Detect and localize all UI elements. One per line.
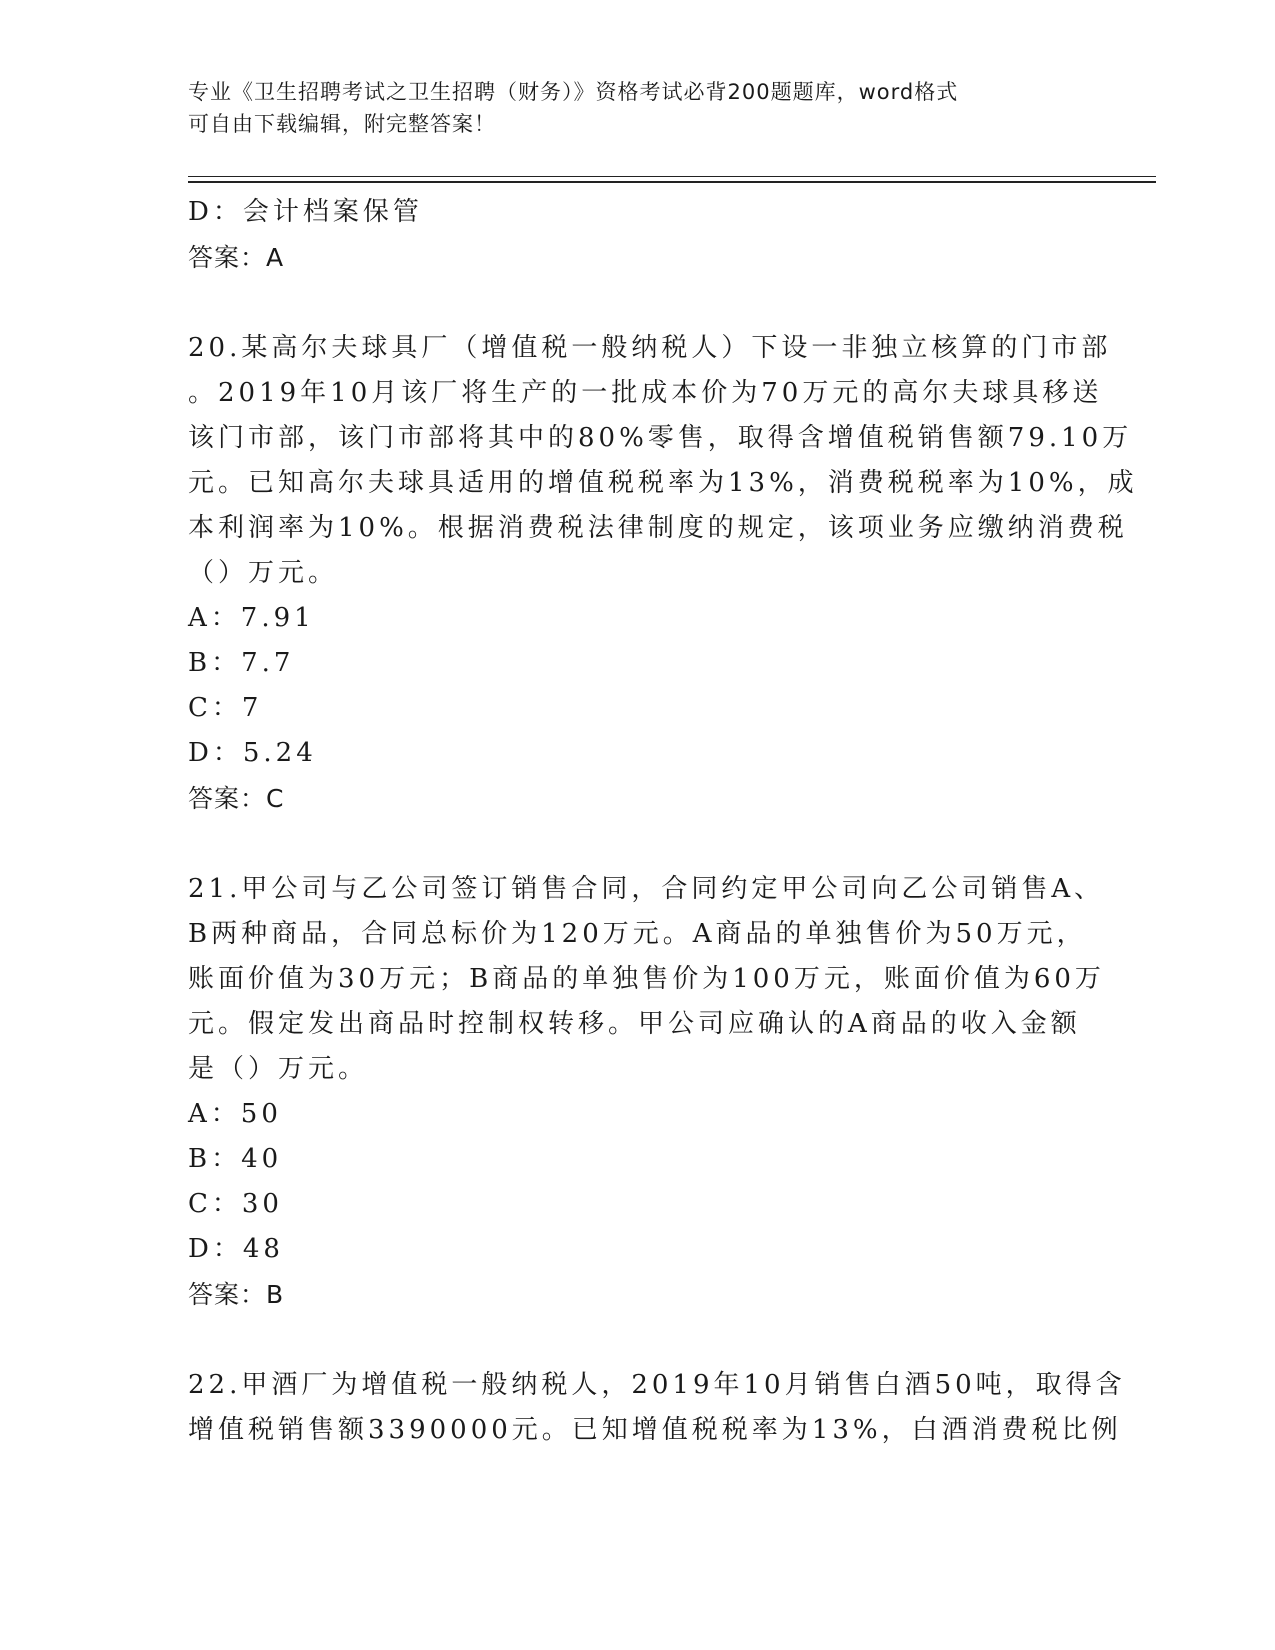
answer: 答案：C [188,784,285,813]
option-b: B：7.7 [188,648,295,678]
question-text-line: 。2019年10月该厂将生产的一批成本价为70万元的高尔夫球具移送 [188,378,1103,408]
header-rule-thin [188,176,1156,177]
option-a: A：7.91 [188,603,315,633]
question-content [188,190,1138,1453]
option-b: B：40 [188,1144,283,1174]
question-text-line: 本利润率为10%。根据消费税法律制度的规定，该项业务应缴纳消费税 [188,513,1128,543]
option-a: A：50 [188,1099,282,1129]
question-text-line: 是（）万元。 [188,1054,369,1084]
question-text-line: 该门市部，该门市部将其中的80%零售，取得含增值税销售额79.10万 [188,423,1133,453]
option-c: C：30 [188,1189,283,1219]
option-d: D：48 [188,1234,284,1264]
question-22 [188,1363,1126,1453]
header-rule-thick [188,181,1156,183]
question-text-line: 20.某高尔夫球具厂（增值税一般纳税人）下设一非独立核算的门市部 [188,333,1112,363]
question-text-line: （）万元。 [188,558,339,588]
question-19 [188,190,1108,280]
question-text-line: 账面价值为30万元；B商品的单独售价为100万元，账面价值为60万 [188,964,1105,994]
question-text-line: 22.甲酒厂为增值税一般纳税人，2019年10月销售白酒50吨，取得含 [188,1370,1126,1400]
question-21 [188,867,1108,1317]
document-header [188,76,1068,140]
option-c: C：7 [188,693,263,723]
question-text-line: 元。假定发出商品时控制权转移。甲公司应确认的A商品的收入金额 [188,1009,1081,1039]
answer: 答案：B [188,1280,285,1309]
question-text-line: 元。已知高尔夫球具适用的增值税税率为13%，消费税税率为10%，成 [188,468,1138,498]
question-text-line: 21.甲公司与乙公司签订销售合同，合同约定甲公司向乙公司销售A、 [188,874,1105,904]
header-line-1: 专业《卫生招聘考试之卫生招聘（财务）》资格考试必背200题题库，word格式 [188,80,959,104]
question-text-line: B两种商品，合同总标价为120万元。A商品的单独售价为50万元， [188,919,1087,949]
option-d: D：5.24 [188,738,317,768]
option-d: D：会计档案保管 [188,197,423,227]
question-20 [188,326,1138,821]
answer: 答案：A [188,243,285,272]
header-line-2: 可自由下载编辑，附完整答案！ [188,112,496,136]
question-text-line: 增值税销售额3390000元。已知增值税税率为13%，白酒消费税比例 [188,1415,1122,1445]
